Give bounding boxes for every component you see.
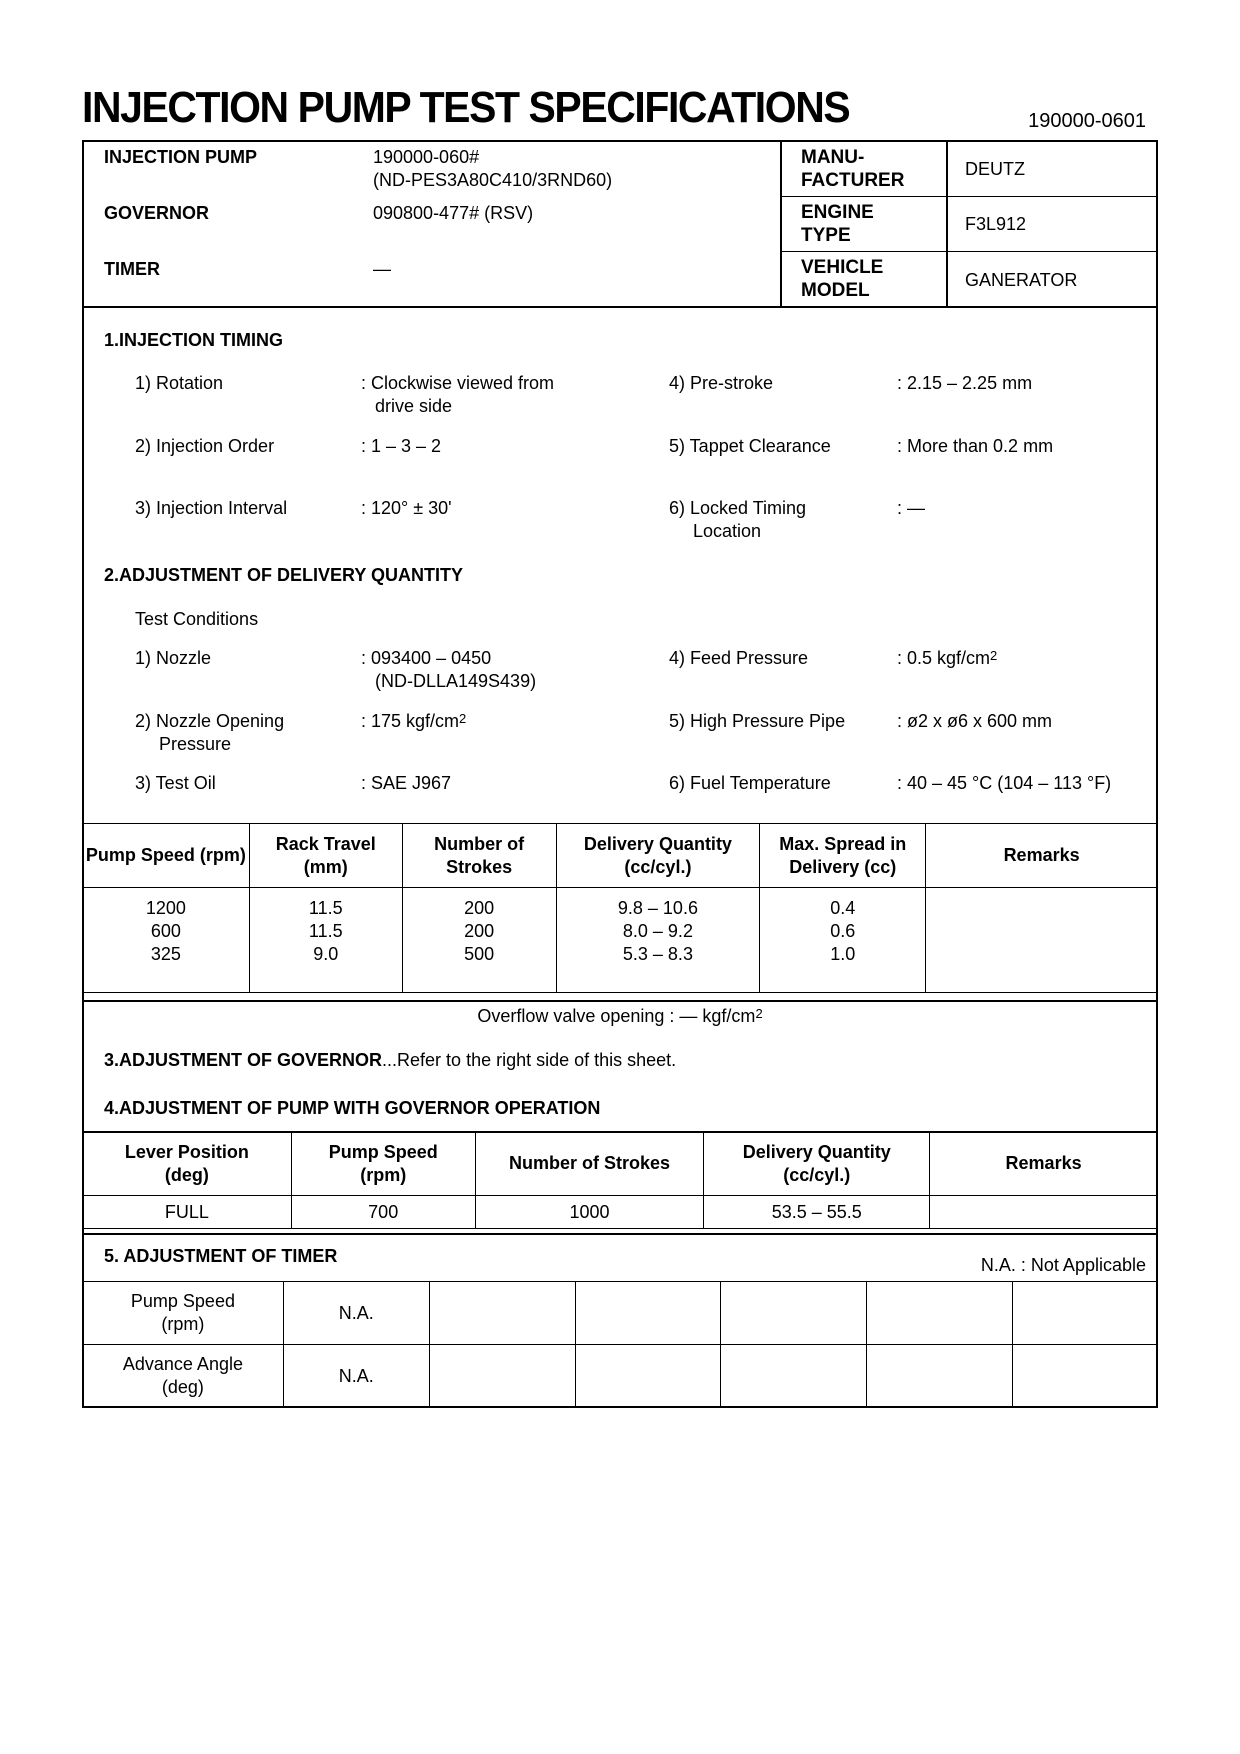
nozzle-value: : 093400 – 0450 (ND-DLLA149S439) (361, 648, 537, 691)
col-header-remarks: Remarks (926, 824, 1158, 888)
empty-cell (429, 1282, 575, 1345)
number-of-strokes-cell: 1000 (475, 1196, 704, 1229)
section-2-heading: 2.ADJUSTMENT OF DELIVERY QUANTITY (104, 565, 464, 585)
pre-stroke-value: : 2.15 – 2.25 mm (897, 373, 1033, 393)
timer-label: TIMER (104, 259, 160, 279)
na-note: N.A. : Not Applicable (980, 1255, 1146, 1275)
empty-cell (867, 1282, 1013, 1345)
col-header-lever-position: Lever Position (deg) (83, 1132, 292, 1196)
injection-order-label: 2) Injection Order (135, 436, 275, 456)
injection-interval-value: : 120° ± 30' (361, 498, 452, 518)
advance-angle-value: N.A. (283, 1345, 429, 1408)
injection-pump-label: INJECTION PUMP (104, 147, 258, 167)
test-oil-label: 3) Test Oil (135, 773, 216, 793)
nozzle-label: 1) Nozzle (135, 648, 212, 668)
col-header-number-of-strokes: Number of Strokes (402, 824, 556, 888)
vehicle-model-label: VEHICLE MODEL (801, 257, 884, 301)
header-divider-v1 (780, 140, 782, 308)
rotation-value: : Clockwise viewed from drive side (361, 373, 555, 416)
nozzle-opening-label: 2) Nozzle Opening Pressure (135, 711, 285, 754)
rack-travel-cell: 11.5 11.5 9.0 (249, 888, 402, 993)
vehicle-model-value: GANERATOR (965, 270, 1078, 290)
delivery-quantity-cell: 9.8 – 10.6 8.0 – 9.2 5.3 – 8.3 (556, 888, 760, 993)
overflow-valve-opening: Overflow valve opening : — kgf/$cm^2$ (477, 1006, 763, 1026)
section-5-top-line (82, 1233, 1158, 1235)
tappet-clearance-value: : More than 0.2 mm (897, 436, 1054, 456)
col-header-max-spread: Max. Spread in Delivery (cc) (760, 824, 926, 888)
engine-type-label: ENGINE TYPE (801, 202, 874, 246)
injection-interval-label: 3) Injection Interval (135, 498, 288, 518)
pump-speed-row-label: Pump Speed (rpm) (83, 1282, 284, 1345)
manufacturer-label: MANU- FACTURER (801, 147, 905, 191)
col-header-rack-travel: Rack Travel (mm) (249, 824, 402, 888)
max-spread-cell: 0.4 0.6 1.0 (760, 888, 926, 993)
col-header-remarks: Remarks (930, 1132, 1158, 1196)
section-4-top-line (82, 1131, 1158, 1133)
delivery-quantity-cell: 53.5 – 55.5 (704, 1196, 930, 1229)
fuel-temperature-value: : 40 – 45 °C (104 – 113 °F) (897, 773, 1112, 793)
test-conditions-label: Test Conditions (135, 609, 259, 629)
pump-speed-cell: 700 (291, 1196, 475, 1229)
pre-stroke-label: 4) Pre-stroke (669, 373, 774, 393)
empty-cell (429, 1345, 575, 1408)
governor-label: GOVERNOR (104, 203, 210, 223)
high-pressure-pipe-label: 5) High Pressure Pipe (669, 711, 846, 731)
header-divider-v2 (946, 140, 948, 308)
pump-speed-cell: 1200 600 325 (83, 888, 250, 993)
empty-cell (575, 1282, 721, 1345)
manufacturer-value: DEUTZ (965, 159, 1025, 179)
locked-timing-value: : — (897, 498, 926, 518)
timer-table (82, 1281, 1158, 1408)
pump-speed-value: N.A. (283, 1282, 429, 1345)
injection-pump-model: (ND-PES3A80C410/3RND60) (373, 170, 613, 190)
engine-type-value: F3L912 (965, 214, 1027, 234)
header-bottom-line (82, 306, 1158, 308)
col-header-number-of-strokes: Number of Strokes (475, 1132, 704, 1196)
nozzle-opening-value: : 175 kgf/$cm^2$ (361, 711, 467, 731)
table-row (83, 1196, 1158, 1229)
delivery-quantity-table (82, 823, 1158, 993)
governor-value: 090800-477# (RSV) (373, 203, 534, 223)
header-row-line-1 (780, 196, 1158, 197)
section-3-heading: 3.ADJUSTMENT OF GOVERNOR...Refer to the right side of this sheet. (104, 1050, 677, 1070)
header-row-line-2 (780, 251, 1158, 252)
section-1-heading: 1.INJECTION TIMING (104, 330, 284, 350)
table-row (83, 888, 1158, 993)
empty-cell (721, 1282, 867, 1345)
document-number: 190000-0601 (1028, 110, 1146, 132)
feed-pressure-value: : 0.5 kgf/$cm^2$ (897, 648, 998, 668)
page-title: INJECTION PUMP TEST SPECIFICATIONS (82, 83, 850, 132)
rotation-label: 1) Rotation (135, 373, 224, 393)
test-oil-value: : SAE J967 (361, 773, 452, 793)
advance-angle-row-label: Advance Angle (deg) (83, 1345, 284, 1408)
empty-cell (867, 1345, 1013, 1408)
empty-cell (1013, 1345, 1158, 1408)
high-pressure-pipe-value: : ø2 x ø6 x 600 mm (897, 711, 1053, 731)
empty-cell (1013, 1282, 1158, 1345)
table-row (83, 1345, 1158, 1408)
empty-cell (721, 1345, 867, 1408)
number-of-strokes-cell: 200 200 500 (402, 888, 556, 993)
remarks-cell (930, 1196, 1158, 1229)
table-row (83, 1282, 1158, 1345)
remarks-cell (926, 888, 1158, 993)
tappet-clearance-label: 5) Tappet Clearance (669, 436, 831, 456)
col-header-delivery-quantity: Delivery Quantity (cc/cyl.) (556, 824, 760, 888)
timer-value: — (373, 259, 391, 279)
lever-position-cell: FULL (83, 1196, 292, 1229)
empty-cell (575, 1345, 721, 1408)
table-bottom-line (82, 1000, 1158, 1002)
section-5-heading: 5. ADJUSTMENT OF TIMER (104, 1246, 338, 1266)
injection-order-value: : 1 – 3 – 2 (361, 436, 442, 456)
feed-pressure-label: 4) Feed Pressure (669, 648, 809, 668)
fuel-temperature-label: 6) Fuel Temperature (669, 773, 831, 793)
col-header-pump-speed: Pump Speed (rpm) (291, 1132, 475, 1196)
col-header-pump-speed: Pump Speed (rpm) (83, 824, 250, 888)
injection-pump-value: 190000-060# (373, 147, 480, 167)
section-4-heading: 4.ADJUSTMENT OF PUMP WITH GOVERNOR OPERATION (104, 1098, 601, 1118)
governor-operation-table (82, 1131, 1158, 1229)
col-header-delivery-quantity: Delivery Quantity (cc/cyl.) (704, 1132, 930, 1196)
locked-timing-label: 6) Locked Timing Location (669, 498, 807, 541)
